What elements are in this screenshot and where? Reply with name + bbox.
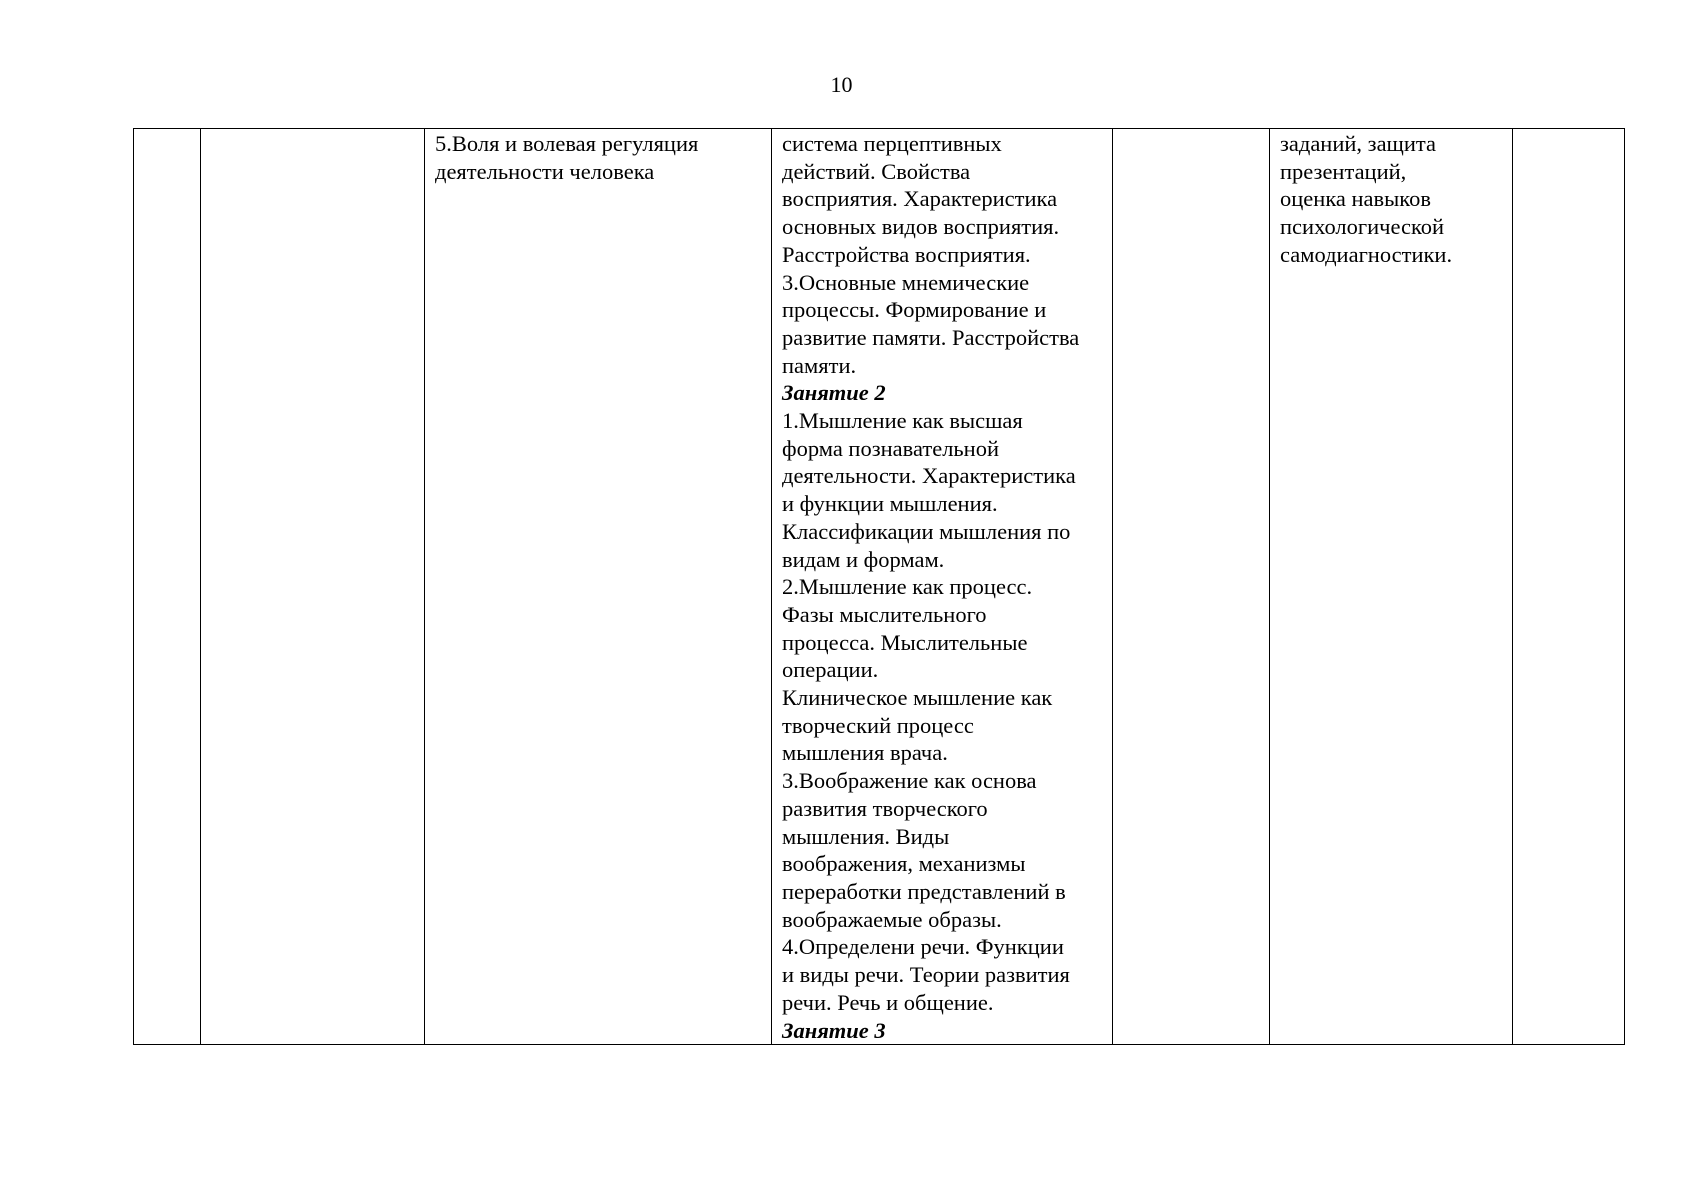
text-line: деятельности. Характеристика — [782, 463, 1076, 489]
text-line: 1.Мышление как высшая — [782, 408, 1023, 434]
text-line: презентаций, — [1280, 158, 1407, 184]
cell-assessment — [1270, 129, 1513, 1045]
text-line: оценка навыков — [1280, 186, 1431, 212]
text-line: 3.Воображение как основа — [782, 768, 1037, 794]
text-line: психологической — [1280, 214, 1445, 240]
text-line: операции. — [782, 657, 879, 683]
text-line: развития творческого — [782, 795, 988, 821]
text-line: 3.Основные мнемические — [782, 269, 1030, 295]
text-line: и функции мышления. — [782, 491, 998, 517]
text-line: процесса. Мыслительные — [782, 629, 1028, 655]
text-line: 4.Определени речи. Функции — [782, 934, 1064, 960]
text-line: самодиагностики. — [1280, 241, 1453, 267]
text-line: воображаемые образы. — [782, 906, 1002, 932]
text-line: воображения, механизмы — [782, 851, 1026, 877]
text-line: деятельности человека — [435, 158, 655, 184]
text-line: Классификации мышления по — [782, 518, 1071, 544]
text-line: восприятия. Характеристика — [782, 186, 1058, 212]
text-line: речи. Речь и общение. — [782, 989, 994, 1015]
text-line: 2.Мышление как процесс. — [782, 574, 1033, 600]
cell-notes — [1513, 129, 1625, 1045]
text-line: Клиническое мышление как — [782, 685, 1053, 711]
text-line: памяти. — [782, 352, 857, 378]
content-table — [133, 128, 1625, 1045]
page-number: 10 — [830, 72, 853, 97]
text-line: заданий, защита — [1280, 131, 1437, 156]
text-line: 5.Воля и волевая регуляция — [435, 131, 699, 156]
text-line: Фазы мыслительного — [782, 601, 987, 627]
text-line: действий. Свойства — [782, 158, 971, 184]
text-line: система перцептивных — [782, 131, 1002, 156]
text-line: видам и формам. — [782, 546, 945, 572]
text-line: Расстройства восприятия. — [782, 241, 1031, 267]
text-line: мышления. Виды — [782, 823, 950, 849]
text-line: процессы. Формирование и — [782, 297, 1047, 323]
text-line: переработки представлений в — [782, 878, 1066, 904]
cell-topics — [425, 129, 772, 1045]
text-line: и виды речи. Теории развития — [782, 962, 1070, 988]
lesson-heading: Занятие 3 — [782, 1017, 886, 1043]
cell-number — [134, 129, 201, 1045]
text-line: развитие памяти. Расстройства — [782, 324, 1080, 350]
cell-section — [201, 129, 425, 1045]
lesson-heading: Занятие 2 — [782, 380, 886, 406]
cell-content — [772, 129, 1113, 1045]
text-line: творческий процесс — [782, 712, 974, 738]
text-line: форма познавательной — [782, 435, 1000, 461]
text-line: мышления врача. — [782, 740, 948, 766]
text-line: основных видов восприятия. — [782, 214, 1060, 240]
cell-hours — [1113, 129, 1270, 1045]
table-row — [134, 129, 1625, 1045]
